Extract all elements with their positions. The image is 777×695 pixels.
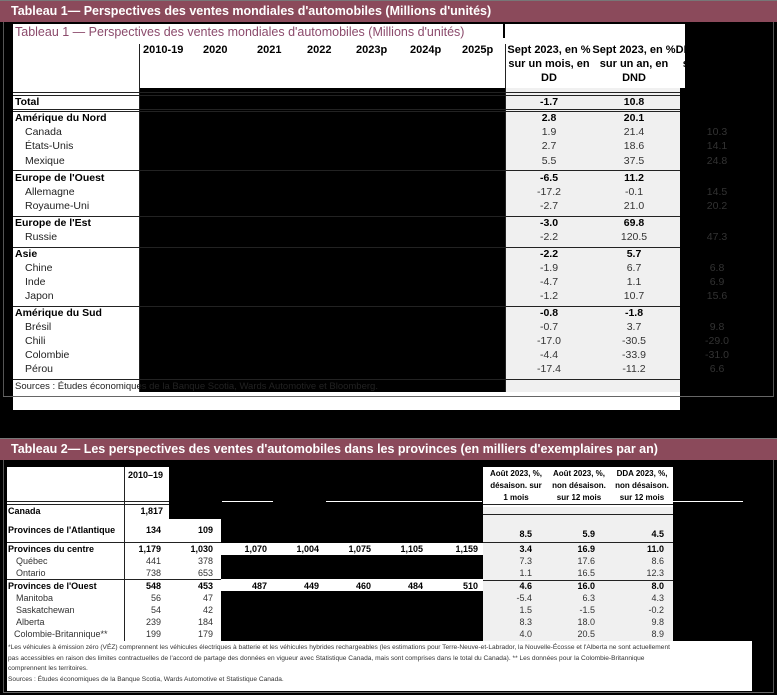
cell: 14.5 [706, 186, 728, 198]
cell: 3.4 [519, 544, 532, 554]
row-label: Royaume-Uni [25, 200, 90, 212]
cell: 487 [251, 581, 267, 591]
cell: 1,070 [244, 544, 267, 554]
cell: 11.2 [624, 172, 644, 184]
cell: -2.7 [539, 200, 559, 212]
cell: -0.7 [539, 321, 559, 333]
pct-col-header: DDA 2023, en % sur un an, en DND [675, 44, 759, 84]
row-label: Colombie [25, 349, 70, 361]
cell: 6.3 [582, 593, 595, 603]
cell: 10.3 [706, 126, 728, 138]
cell: 1.5 [519, 605, 532, 615]
cell: 134 [145, 525, 161, 535]
cell: 14.1 [706, 140, 728, 152]
cell: -1.8 [624, 307, 644, 319]
cell: 16.5 [577, 568, 595, 578]
cell: 1,004 [296, 544, 319, 554]
col-header: 2022 [307, 44, 332, 56]
row-label: Québec [16, 556, 48, 566]
cell: 1,159 [455, 544, 478, 554]
pct-col-header: DDA 2023, %, non désaison. sur 12 mois [615, 469, 669, 502]
cell: -17.0 [537, 335, 561, 347]
row-label: Inde [25, 276, 46, 288]
cell: 8.0 [651, 581, 664, 591]
cell: 12.4 [706, 112, 728, 124]
cell: 17.4 [706, 172, 728, 184]
cell: -30.5 [622, 335, 646, 347]
row-label: Chine [25, 262, 53, 274]
cell: 15.6 [706, 290, 728, 302]
cell: 2.7 [541, 140, 557, 152]
cell: 47 [202, 593, 213, 603]
cell: 8.5 [519, 529, 532, 539]
cell: -5.4 [516, 593, 532, 603]
cell: 738 [145, 568, 161, 578]
row-label: Mexique [25, 155, 65, 167]
cell: 1.2 [709, 307, 725, 319]
cell: -1.7 [539, 96, 559, 108]
row-label: Provinces de l'Ouest [8, 581, 97, 591]
cell: 10.8 [623, 96, 645, 108]
col-header: 2010-19 [143, 44, 184, 56]
cell: 378 [197, 556, 213, 566]
cell: 120.5 [620, 231, 648, 243]
cell: 460 [355, 581, 371, 591]
row-label: Pérou [25, 363, 54, 375]
cell: 199 [145, 629, 161, 639]
cell: -29.0 [705, 335, 729, 347]
cell: -4.7 [539, 276, 559, 288]
cell: 11.0 [646, 544, 664, 554]
row-label: Chili [25, 335, 46, 347]
cell: -11.2 [622, 363, 646, 375]
row-label: États-Unis [25, 140, 74, 152]
cell: 56 [150, 593, 161, 603]
cell: 484 [407, 581, 423, 591]
table1-sources: Sources : Études économiques de la Banque Scotia, Wards Automotive et Bloomberg. [15, 381, 378, 392]
cell: 8.3 [519, 617, 532, 627]
pct-col-header: Sept 2023, en % sur un mois, en DD [507, 44, 591, 84]
row-label: Europe de l'Ouest [15, 172, 105, 184]
col-header: 2024p [410, 44, 442, 56]
col-header: 2020 [203, 44, 228, 56]
cell: 1.1 [519, 568, 532, 578]
row-label: Canada [25, 126, 62, 138]
cell: -4.4 [539, 349, 559, 361]
cell: 7.3 [519, 556, 532, 566]
cell: 449 [303, 581, 319, 591]
cell: 1,030 [190, 544, 213, 554]
col-header: 2021 [257, 44, 282, 56]
cell: 5.9 [582, 529, 595, 539]
cell: -33.9 [622, 349, 646, 361]
cell: 1,105 [400, 544, 423, 554]
table2-footnote: *Les véhicules à émission zéro (VÉZ) comprennent les véhicules électriques à batterie et les véhicules hybrides rechargeables (les estimations pour Terre-Neuve-et-Labrador, la Nouvelle-Écosse et l'Alberta ne sont actuellement pas accessibles en raison des limites contractuelles de l'accord de partage des données en vigueur avec Statistique Canada, mais sont comprises dans le total du Canada). ** Les données pour la Colombie-Britannique comprennent les territoires. Sources : Études économiques de la Banque Scotia, Wards Automotive et Statistique Canada. [8, 643, 748, 685]
cell: -1.5 [579, 605, 595, 615]
cell: 40.8 [706, 217, 728, 229]
row-label: Japon [25, 290, 54, 302]
cell: 1,075 [348, 544, 371, 554]
cell: -17.2 [537, 186, 561, 198]
cell: 6.6 [709, 363, 725, 375]
cell: 4.6 [519, 581, 532, 591]
cell: 1,817 [140, 506, 163, 516]
cell: -2.2 [539, 248, 559, 260]
table2-sources: Sources : Études économiques de la Banque Scotia, Wards Automotive et Statistique Canada. [8, 675, 284, 683]
table1-banner-title: Tableau 1— Perspectives des ventes mondiales d'automobiles (Millions d'unités) [0, 0, 777, 22]
cell: 2.8 [541, 112, 557, 124]
cell: 184 [197, 617, 213, 627]
cell: 510 [462, 581, 478, 591]
row-label: Provinces de l'Atlantique [8, 525, 116, 535]
cell: 10.7 [623, 290, 645, 302]
cell: 47.3 [706, 231, 728, 243]
cell: 548 [145, 581, 161, 591]
pct-col-header: Août 2023, %, non désaison. sur 12 mois [552, 469, 606, 502]
cell: -0.8 [539, 307, 559, 319]
cell: -1.2 [539, 290, 559, 302]
row-label: Allemagne [25, 186, 75, 198]
row-label: Asie [15, 248, 38, 260]
row-label: Colombie-Britannique** [14, 629, 108, 639]
cell: 8.9 [651, 629, 664, 639]
cell: 4.5 [651, 529, 664, 539]
pct-col-header: Août 2023, %, désaison. sur 1 mois [489, 469, 542, 502]
row-label: Europe de l'Est [15, 217, 92, 229]
row-label: Canada [8, 506, 41, 516]
cell: -2.2 [539, 231, 559, 243]
row-label-total: Total [15, 96, 40, 108]
cell: 20.2 [706, 200, 728, 212]
row-label: Alberta [16, 617, 45, 627]
cell: 9.8 [651, 617, 664, 627]
pct-col-header: Sept 2023, en % sur un an, en DND [592, 44, 676, 84]
cell: 1.9 [541, 126, 557, 138]
cell: 18.0 [577, 617, 595, 627]
cell: 5.5 [541, 155, 557, 167]
row-label: Amérique du Nord [15, 112, 107, 124]
cell: 69.8 [623, 217, 645, 229]
cell: 37.5 [623, 155, 645, 167]
cell: 453 [197, 581, 213, 591]
cell: 239 [145, 617, 161, 627]
cell: 11.4 [707, 96, 727, 108]
cell: -6.5 [539, 172, 559, 184]
cell: -0.2 [648, 605, 664, 615]
cell: 16.9 [577, 544, 595, 554]
cell: 9.8 [709, 321, 725, 333]
cell: -17.4 [537, 363, 561, 375]
cell: -3.0 [539, 217, 559, 229]
cell: 21.4 [623, 126, 645, 138]
cell: 21.0 [623, 200, 645, 212]
cell: 1.1 [626, 276, 642, 288]
table1-inner-title: Tableau 1 — Perspectives des ventes mondiales d'automobiles (Millions d'unités) [15, 25, 465, 39]
row-label: Brésil [25, 321, 52, 333]
col-header: 2023p [356, 44, 388, 56]
cell: 16.0 [577, 581, 595, 591]
cell: 20.1 [623, 112, 645, 124]
cell: 4.3 [651, 593, 664, 603]
cell: -1.9 [539, 262, 559, 274]
cell: 109 [197, 525, 213, 535]
table2-banner-title: Tableau 2— Les perspectives des ventes d'automobiles dans les provinces (en milliers d'exemplaires par an) [0, 438, 777, 460]
cell: 6.9 [709, 276, 725, 288]
cell: 653 [197, 568, 213, 578]
cell: 54 [150, 605, 161, 615]
row-label: Saskatchewan [16, 605, 75, 615]
cell: 179 [197, 629, 213, 639]
cell: 24.8 [706, 155, 728, 167]
cell: 17.6 [577, 556, 595, 566]
col-header: 2025p [462, 44, 494, 56]
cell: 20.5 [577, 629, 595, 639]
row-label: Provinces du centre [8, 544, 95, 554]
cell: 4.0 [519, 629, 532, 639]
cell: 5.7 [626, 248, 642, 260]
cell: -0.1 [624, 186, 644, 198]
cell: 441 [145, 556, 161, 566]
cell: 6.8 [709, 262, 725, 274]
row-label: Russie [25, 231, 58, 243]
row-label: Ontario [16, 568, 46, 578]
cell: 18.6 [623, 140, 645, 152]
cell: 42 [202, 605, 213, 615]
cell: 3.7 [626, 321, 642, 333]
cell: 1,179 [138, 544, 161, 554]
row-label: Manitoba [16, 593, 54, 603]
cell: 7.7 [709, 248, 725, 260]
cell: 6.7 [626, 262, 642, 274]
col-header: 2010–19 [128, 470, 164, 480]
cell: -31.0 [705, 349, 729, 361]
cell: 12.3 [646, 568, 664, 578]
cell: 8.6 [651, 556, 664, 566]
row-label: Amérique du Sud [15, 307, 102, 319]
